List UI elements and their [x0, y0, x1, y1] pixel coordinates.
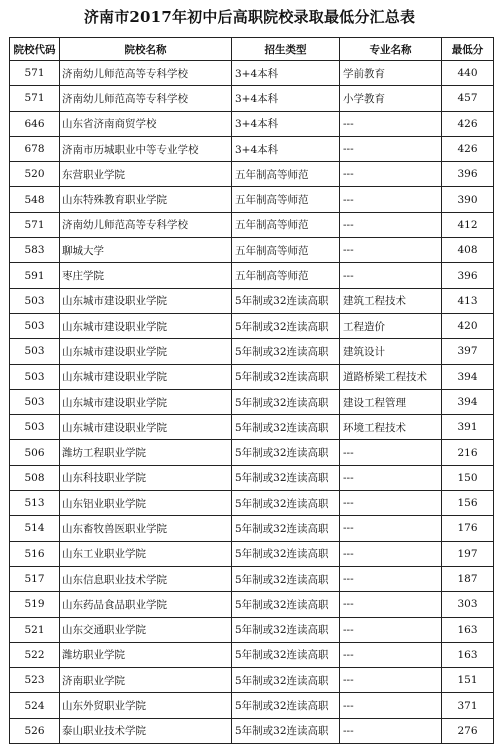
cell-school-name: 潍坊职业学院 [60, 642, 232, 667]
cell-min-score: 156 [442, 491, 494, 516]
cell-enrollment-type: 3+4本科 [232, 61, 340, 86]
cell-school-name: 山东省济南商贸学校 [60, 111, 232, 136]
cell-min-score: 276 [442, 718, 494, 743]
table-row [10, 617, 494, 642]
cell-school-code: 516 [10, 541, 60, 566]
cell-school-code: 571 [10, 61, 60, 86]
cell-major-name: --- [340, 668, 442, 693]
cell-school-code: 522 [10, 642, 60, 667]
table-row [10, 364, 494, 389]
cell-major-name: --- [340, 617, 442, 642]
cell-school-name: 泰山职业技术学院 [60, 718, 232, 743]
cell-min-score: 412 [442, 212, 494, 237]
cell-enrollment-type: 五年制高等师范 [232, 187, 340, 212]
cell-min-score: 426 [442, 111, 494, 136]
cell-school-name: 山东城市建设职业学院 [60, 339, 232, 364]
admission-score-table [9, 37, 494, 744]
cell-min-score: 408 [442, 238, 494, 263]
header-min-score: 最低分 [442, 38, 494, 61]
table-row [10, 566, 494, 591]
header-major-name: 专业名称 [340, 38, 442, 61]
cell-major-name: 工程造价 [340, 313, 442, 338]
cell-min-score: 457 [442, 86, 494, 111]
cell-enrollment-type: 5年制或32连读高职 [232, 617, 340, 642]
table-row [10, 313, 494, 338]
cell-enrollment-type: 5年制或32连读高职 [232, 693, 340, 718]
cell-school-name: 聊城大学 [60, 238, 232, 263]
cell-major-name: --- [340, 491, 442, 516]
cell-enrollment-type: 五年制高等师范 [232, 238, 340, 263]
cell-school-code: 514 [10, 516, 60, 541]
cell-min-score: 394 [442, 389, 494, 414]
cell-min-score: 216 [442, 440, 494, 465]
cell-min-score: 394 [442, 364, 494, 389]
cell-enrollment-type: 5年制或32连读高职 [232, 440, 340, 465]
cell-major-name: --- [340, 693, 442, 718]
cell-school-code: 678 [10, 136, 60, 161]
cell-min-score: 176 [442, 516, 494, 541]
cell-major-name: 建筑工程技术 [340, 288, 442, 313]
table-row [10, 288, 494, 313]
cell-school-code: 571 [10, 212, 60, 237]
table-row [10, 339, 494, 364]
cell-school-code: 520 [10, 162, 60, 187]
cell-school-code: 646 [10, 111, 60, 136]
table-row [10, 111, 494, 136]
cell-min-score: 413 [442, 288, 494, 313]
cell-min-score: 397 [442, 339, 494, 364]
cell-enrollment-type: 5年制或32连读高职 [232, 668, 340, 693]
cell-school-code: 517 [10, 566, 60, 591]
cell-min-score: 163 [442, 617, 494, 642]
cell-school-name: 山东交通职业学院 [60, 617, 232, 642]
cell-school-code: 503 [10, 313, 60, 338]
cell-min-score: 440 [442, 61, 494, 86]
table-row [10, 187, 494, 212]
cell-major-name: --- [340, 718, 442, 743]
table-row [10, 491, 494, 516]
cell-enrollment-type: 5年制或32连读高职 [232, 642, 340, 667]
cell-min-score: 396 [442, 162, 494, 187]
cell-enrollment-type: 5年制或32连读高职 [232, 516, 340, 541]
cell-school-name: 济南幼儿师范高等专科学校 [60, 61, 232, 86]
cell-enrollment-type: 5年制或32连读高职 [232, 541, 340, 566]
cell-school-name: 山东城市建设职业学院 [60, 313, 232, 338]
cell-min-score: 163 [442, 642, 494, 667]
table-row [10, 516, 494, 541]
cell-school-code: 583 [10, 238, 60, 263]
cell-enrollment-type: 3+4本科 [232, 111, 340, 136]
cell-major-name: --- [340, 642, 442, 667]
cell-school-name: 山东城市建设职业学院 [60, 364, 232, 389]
cell-school-code: 503 [10, 364, 60, 389]
cell-school-code: 503 [10, 288, 60, 313]
table-row [10, 212, 494, 237]
cell-school-code: 571 [10, 86, 60, 111]
cell-min-score: 151 [442, 668, 494, 693]
page-title: 济南市2017年初中后高职院校录取最低分汇总表 [83, 8, 416, 26]
table-row [10, 440, 494, 465]
cell-school-code: 513 [10, 491, 60, 516]
cell-school-code: 506 [10, 440, 60, 465]
table-header-row [10, 38, 494, 61]
cell-major-name: --- [340, 541, 442, 566]
cell-school-code: 521 [10, 617, 60, 642]
cell-enrollment-type: 5年制或32连读高职 [232, 389, 340, 414]
cell-major-name: --- [340, 187, 442, 212]
cell-min-score: 187 [442, 566, 494, 591]
cell-major-name: --- [340, 440, 442, 465]
cell-min-score: 371 [442, 693, 494, 718]
cell-major-name: --- [340, 592, 442, 617]
header-school-name: 院校名称 [60, 38, 232, 61]
cell-min-score: 150 [442, 465, 494, 490]
cell-major-name: --- [340, 111, 442, 136]
cell-enrollment-type: 3+4本科 [232, 136, 340, 161]
header-enrollment-type: 招生类型 [232, 38, 340, 61]
cell-school-name: 山东城市建设职业学院 [60, 288, 232, 313]
cell-school-code: 523 [10, 668, 60, 693]
cell-school-code: 519 [10, 592, 60, 617]
cell-school-code: 524 [10, 693, 60, 718]
cell-enrollment-type: 5年制或32连读高职 [232, 364, 340, 389]
cell-major-name: --- [340, 263, 442, 288]
cell-major-name: 学前教育 [340, 61, 442, 86]
table-row [10, 541, 494, 566]
table-row [10, 415, 494, 440]
cell-major-name: 建筑设计 [340, 339, 442, 364]
table-row [10, 136, 494, 161]
table-row [10, 718, 494, 743]
cell-school-name: 济南职业学院 [60, 668, 232, 693]
table-row [10, 465, 494, 490]
table-row [10, 389, 494, 414]
cell-school-code: 526 [10, 718, 60, 743]
cell-school-name: 济南市历城职业中等专业学校 [60, 136, 232, 161]
cell-enrollment-type: 5年制或32连读高职 [232, 592, 340, 617]
cell-enrollment-type: 5年制或32连读高职 [232, 465, 340, 490]
cell-min-score: 420 [442, 313, 494, 338]
table-row [10, 61, 494, 86]
cell-major-name: --- [340, 465, 442, 490]
cell-enrollment-type: 3+4本科 [232, 86, 340, 111]
cell-min-score: 197 [442, 541, 494, 566]
cell-school-name: 潍坊工程职业学院 [60, 440, 232, 465]
table-row [10, 238, 494, 263]
cell-major-name: 环境工程技术 [340, 415, 442, 440]
cell-school-code: 503 [10, 415, 60, 440]
cell-school-code: 591 [10, 263, 60, 288]
table-row [10, 693, 494, 718]
cell-min-score: 390 [442, 187, 494, 212]
table-row [10, 668, 494, 693]
cell-enrollment-type: 5年制或32连读高职 [232, 491, 340, 516]
cell-school-name: 山东城市建设职业学院 [60, 415, 232, 440]
cell-major-name: 道路桥梁工程技术 [340, 364, 442, 389]
cell-school-name: 山东畜牧兽医职业学院 [60, 516, 232, 541]
cell-enrollment-type: 5年制或32连读高职 [232, 566, 340, 591]
cell-school-name: 山东城市建设职业学院 [60, 389, 232, 414]
table-row [10, 162, 494, 187]
cell-min-score: 391 [442, 415, 494, 440]
cell-school-name: 山东科技职业学院 [60, 465, 232, 490]
table-row [10, 592, 494, 617]
cell-enrollment-type: 5年制或32连读高职 [232, 415, 340, 440]
table-row [10, 86, 494, 111]
cell-school-code: 503 [10, 339, 60, 364]
cell-major-name: --- [340, 566, 442, 591]
cell-school-name: 山东铝业职业学院 [60, 491, 232, 516]
cell-enrollment-type: 五年制高等师范 [232, 212, 340, 237]
cell-enrollment-type: 五年制高等师范 [232, 162, 340, 187]
table-body [10, 61, 494, 744]
cell-major-name: 小学教育 [340, 86, 442, 111]
cell-school-name: 山东工业职业学院 [60, 541, 232, 566]
cell-major-name: --- [340, 136, 442, 161]
cell-school-name: 山东特殊教育职业学院 [60, 187, 232, 212]
cell-enrollment-type: 5年制或32连读高职 [232, 718, 340, 743]
cell-school-name: 山东信息职业技术学院 [60, 566, 232, 591]
cell-enrollment-type: 5年制或32连读高职 [232, 313, 340, 338]
cell-enrollment-type: 5年制或32连读高职 [232, 288, 340, 313]
cell-major-name: --- [340, 516, 442, 541]
cell-school-code: 503 [10, 389, 60, 414]
cell-school-name: 济南幼儿师范高等专科学校 [60, 212, 232, 237]
cell-major-name: 建设工程管理 [340, 389, 442, 414]
header-school-code: 院校代码 [10, 38, 60, 61]
cell-min-score: 426 [442, 136, 494, 161]
table-row [10, 642, 494, 667]
cell-school-name: 东营职业学院 [60, 162, 232, 187]
cell-school-name: 枣庄学院 [60, 263, 232, 288]
cell-min-score: 303 [442, 592, 494, 617]
cell-enrollment-type: 5年制或32连读高职 [232, 339, 340, 364]
cell-school-name: 山东外贸职业学院 [60, 693, 232, 718]
cell-major-name: --- [340, 212, 442, 237]
table-row [10, 263, 494, 288]
cell-school-name: 济南幼儿师范高等专科学校 [60, 86, 232, 111]
cell-major-name: --- [340, 162, 442, 187]
cell-school-name: 山东药品食品职业学院 [60, 592, 232, 617]
cell-major-name: --- [340, 238, 442, 263]
cell-enrollment-type: 五年制高等师范 [232, 263, 340, 288]
cell-min-score: 396 [442, 263, 494, 288]
cell-school-code: 548 [10, 187, 60, 212]
cell-school-code: 508 [10, 465, 60, 490]
